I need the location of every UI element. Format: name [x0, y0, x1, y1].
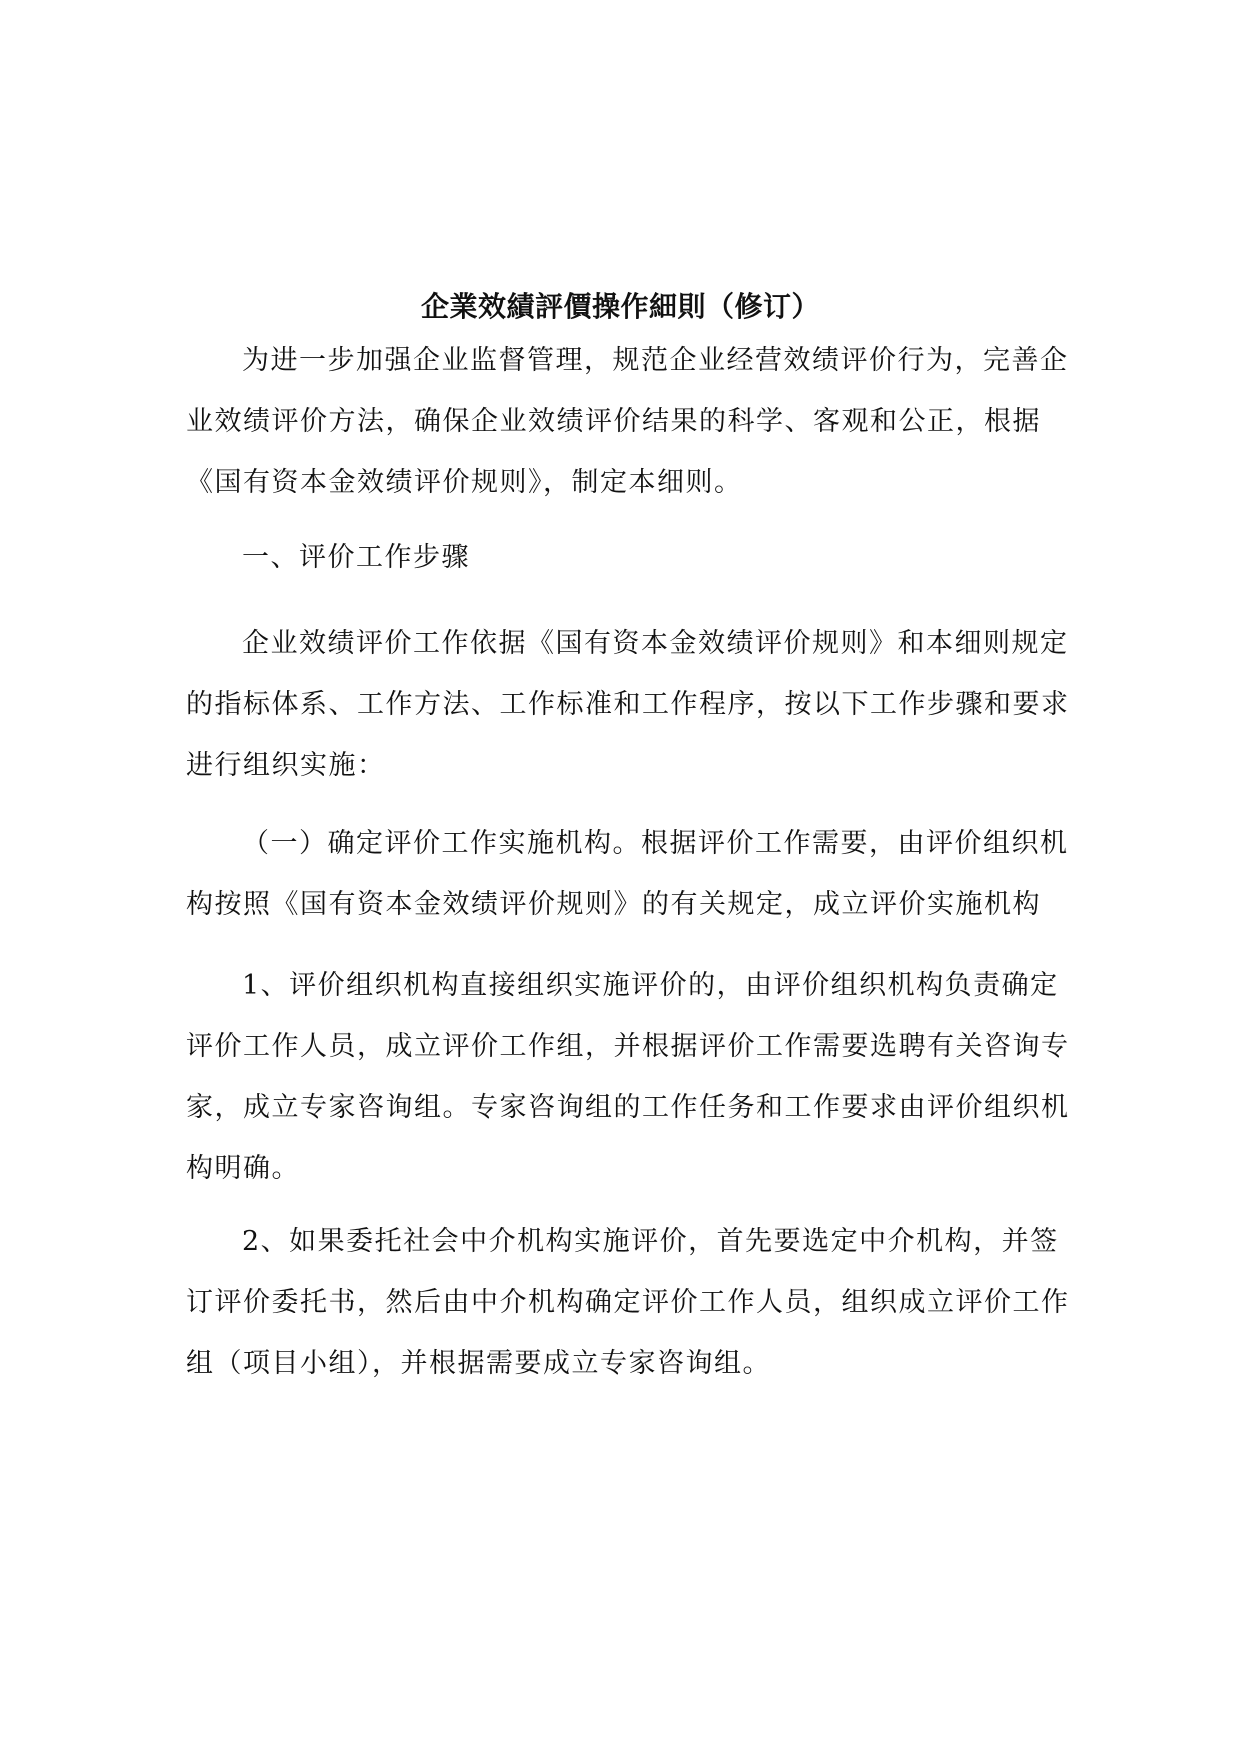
- paragraph-line: 订评价委托书，然后由中介机构确定评价工作人员，组织成立评价工作: [186, 1287, 1070, 1318]
- paragraph-subitem-2: [186, 1211, 1070, 1394]
- paragraph-line: 构明确。: [186, 1153, 300, 1184]
- paragraph-line: 1、评价组织机构直接组织实施评价的，由评价组织机构负责确定: [242, 970, 1059, 1001]
- paragraph-line: 的指标体系、工作方法、工作标准和工作程序，按以下工作步骤和要求: [186, 689, 1070, 720]
- paragraph-line: 《国有资本金效绩评价规则》，制定本细则。: [186, 467, 743, 498]
- paragraph-line: 组（项目小组），并根据需要成立专家咨询组。: [186, 1348, 771, 1379]
- paragraph-line: 为进一步加强企业监督管理，规范企业经营效绩评价行为，完善企: [242, 345, 1069, 376]
- paragraph-item-1: [186, 813, 1069, 935]
- paragraph-line: 业效绩评价方法，确保企业效绩评价结果的科学、客观和公正，根据: [186, 406, 1041, 437]
- section-heading-1: [186, 527, 1066, 588]
- paragraph-subitem-1: [186, 955, 1070, 1199]
- paragraph-line: 企业效绩评价工作依据《国有资本金效绩评价规则》和本细则规定: [242, 628, 1069, 659]
- paragraph-line: 2、如果委托社会中介机构实施评价，首先要选定中介机构，并签: [242, 1226, 1059, 1257]
- paragraph-line: 进行组织实施：: [186, 750, 386, 781]
- document-title: 企業效績評價操作細則（修订）: [420, 290, 820, 323]
- paragraph-intro: [186, 330, 1069, 513]
- paragraph-line: 构按照《国有资本金效绩评价规则》的有关规定，成立评价实施机构: [186, 889, 1041, 920]
- paragraph-line: 家，成立专家咨询组。专家咨询组的工作任务和工作要求由评价组织机: [186, 1092, 1070, 1123]
- paragraph-line: （一）确定评价工作实施机构。根据评价工作需要，由评价组织机: [242, 828, 1069, 859]
- paragraph-line: 评价工作人员，成立评价工作组，并根据评价工作需要选聘有关咨询专: [186, 1031, 1070, 1062]
- section-heading-text: 一、评价工作步骤: [242, 542, 470, 573]
- paragraph-step-basis: [186, 613, 1070, 796]
